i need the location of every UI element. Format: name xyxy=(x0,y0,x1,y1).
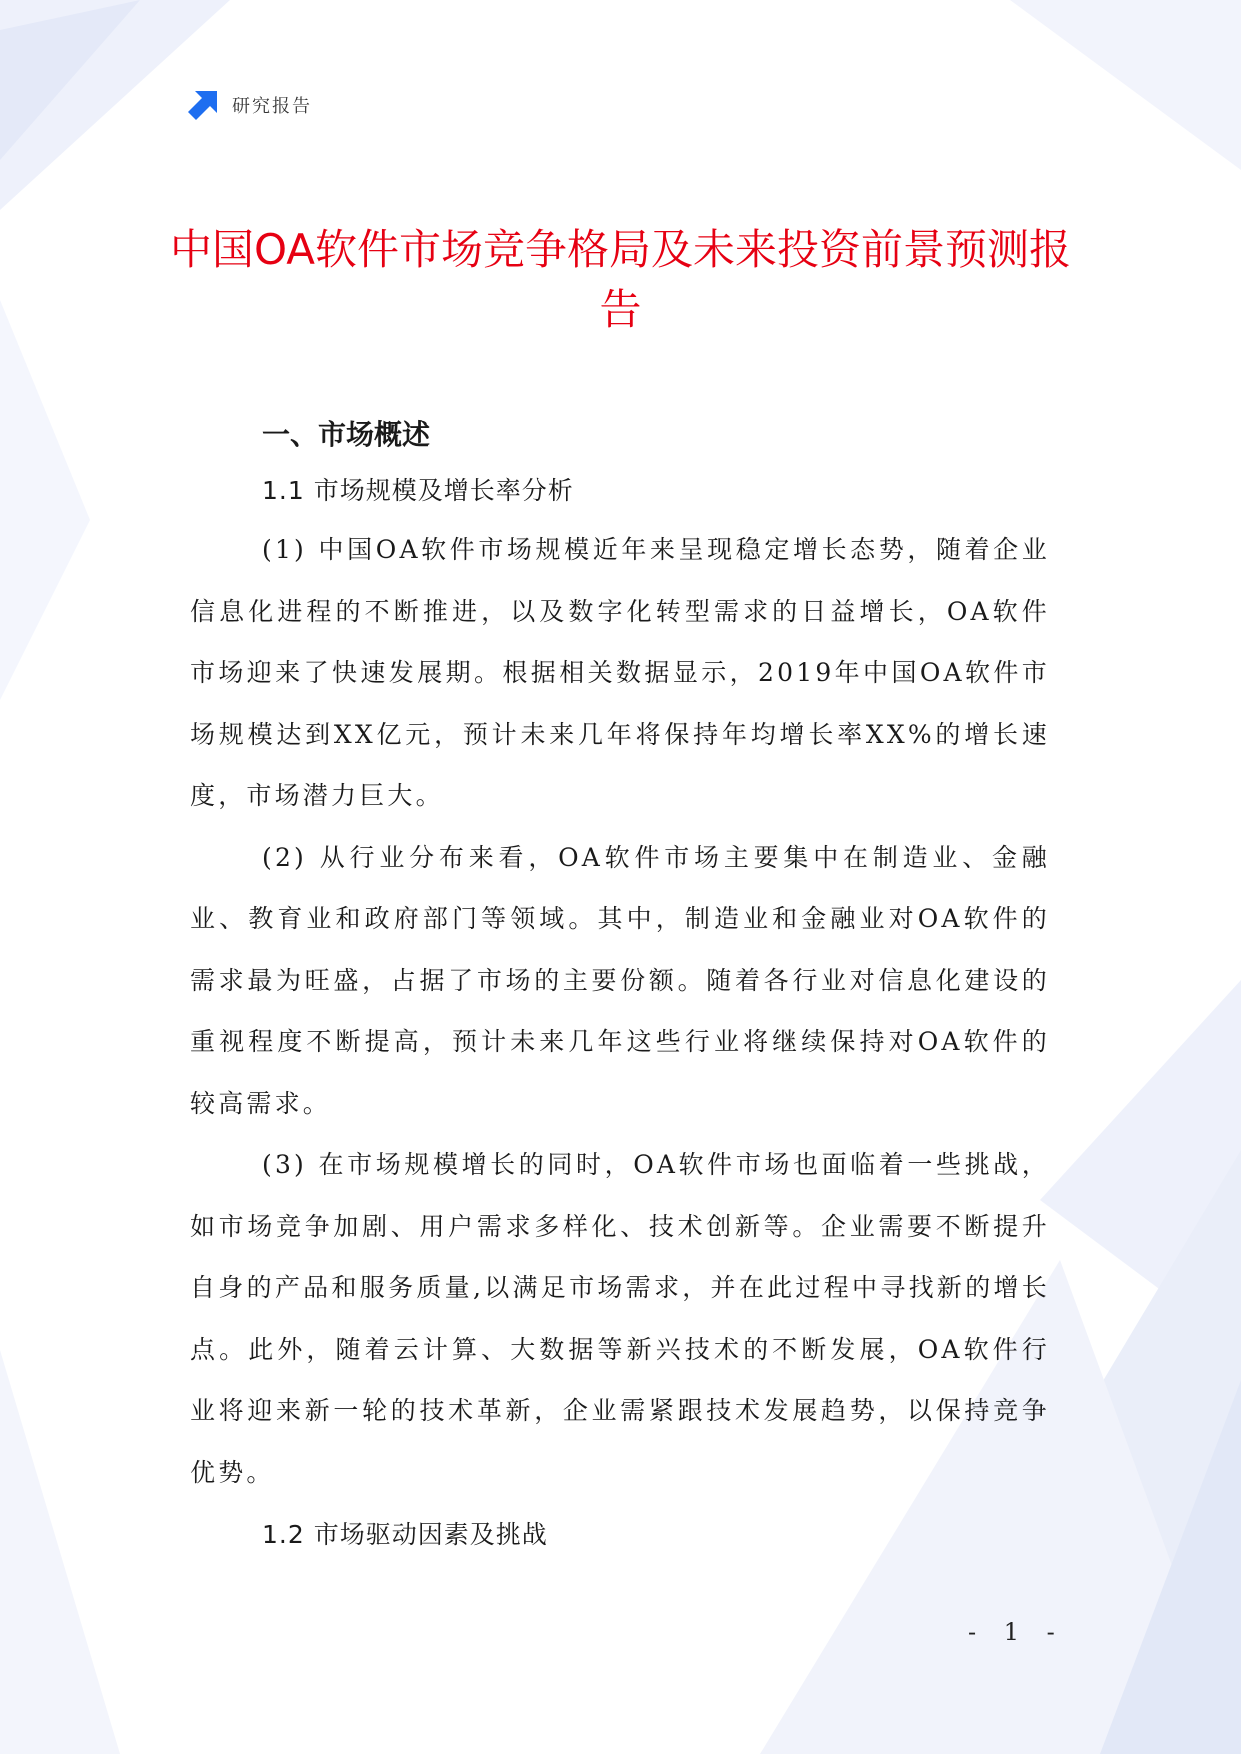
header-label: 研究报告 xyxy=(232,96,312,117)
page-number: - 1 - xyxy=(968,1618,1065,1646)
paragraph: (2) 从行业分布来看，OA软件市场主要集中在制造业、金融业、教育业和政府部门等领域。其中，制造业和金融业对OA软件的需求最为旺盛，占据了市场的主要份额。随着各行业对信息化建设的重视程度不断提高，预计未来几年这些行业将继续保持对OA软件的较高需求。 xyxy=(190,842,1050,1118)
subsection-heading: 1.2 市场驱动因素及挑战 xyxy=(262,1520,548,1549)
section-heading: 一、市场概述 xyxy=(262,418,431,451)
report-title: 中国OA软件市场竞争格局及未来投资前景预测报告 xyxy=(169,225,1072,334)
arrow-up-right-icon xyxy=(186,88,220,122)
report-header xyxy=(186,88,312,122)
paragraph: (1) 中国OA软件市场规模近年来呈现稳定增长态势，随着企业信息化进程的不断推进，以及数字化转型需求的日益增长，OA软件市场迎来了快速发展期。根据相关数据显示，2019年中国OA软件市场规模达到XX亿元，预计未来几年将保持年均增长率XX%的增长速度，市场潜力巨大。 xyxy=(190,535,1050,810)
subsection-heading: 1.1 市场规模及增长率分析 xyxy=(262,476,574,505)
report-body xyxy=(190,415,1050,1553)
paragraph: (3) 在市场规模增长的同时，OA软件市场也面临着一些挑战，如市场竞争加剧、用户需求多样化、技术创新等。企业需要不断提升自身的产品和服务质量,以满足市场需求，并在此过程中寻找新的增长点。此外，随着云计算、大数据等新兴技术的不断发展，OA软件行业将迎来新一轮的技术革新，企业需紧跟技术发展趋势，以保持竞争优势。 xyxy=(190,1150,1050,1487)
